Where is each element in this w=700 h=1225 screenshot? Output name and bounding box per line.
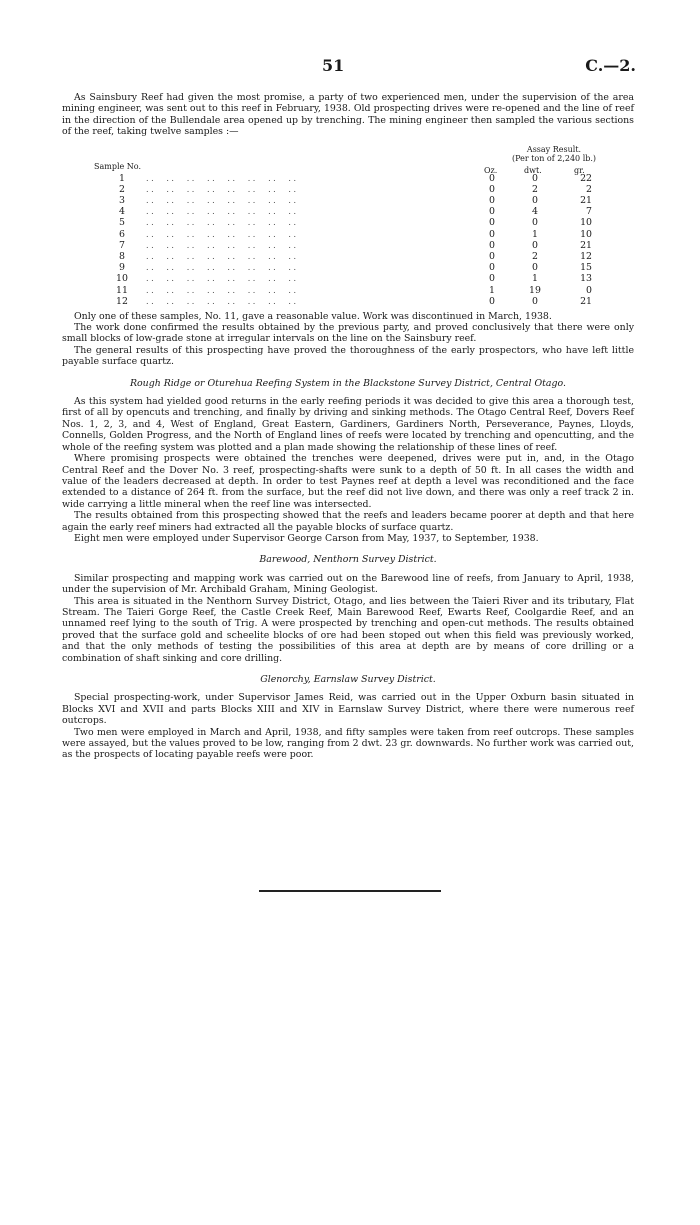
table-row [62, 195, 634, 206]
sample-number-cell: 11 [116, 284, 128, 296]
assay-table-header [474, 145, 634, 163]
sample-number-cell: 6 [119, 228, 125, 240]
table-row [62, 206, 634, 217]
gr-cell: 22 [580, 172, 592, 184]
dwt-cell: 1 [532, 228, 538, 240]
unit-dwt: dwt. [524, 165, 542, 175]
sample-number-cell: 9 [119, 262, 125, 274]
table-row [62, 240, 634, 251]
table-row [62, 262, 634, 273]
dot-leader: . . . . . . . . . . . . . . . . [146, 218, 297, 228]
assay-header: Assay Result. [526, 144, 582, 154]
gr-cell: 21 [580, 239, 592, 251]
sainsbury-paragraph-2: The work done confirmed the results obtained by the previous party, and proved conclusively that there were only small blocks of low-grade stone at irregular intervals on the line on the Sainsbury reef. [62, 322, 634, 345]
gr-cell: 0 [586, 284, 592, 296]
sample-number-cell: 3 [119, 195, 125, 206]
sample-number-cell: 10 [116, 273, 128, 285]
dot-leader: . . . . . . . . . . . . . . . . [146, 184, 297, 194]
gr-cell: 21 [580, 195, 592, 206]
page-code: C.—2. [585, 56, 636, 75]
assay-subheader: (Per ton of 2,240 lb.) [511, 153, 597, 163]
sample-number-cell: 4 [119, 206, 125, 218]
rough-ridge-paragraph-3: The results obtained from this prospecting showed that the reefs and leaders became poorer at depth and that here again the early reef miners had extracted all the payable blocks of surface quartz. [62, 510, 634, 533]
oz-cell: 0 [489, 250, 495, 262]
rough-ridge-paragraph-4: Eight men were employed under Supervisor George Carson from May, 1937, to September, 1938. [74, 532, 539, 544]
table-row [62, 217, 634, 228]
oz-cell: 0 [489, 262, 495, 274]
oz-cell: 0 [489, 295, 495, 307]
oz-cell: 0 [489, 273, 495, 285]
sainsbury-paragraph-1: Only one of these samples, No. 11, gave a reasonable value. Work was discontinued in March, 1938. [74, 310, 552, 322]
sample-number-cell: 2 [119, 183, 125, 195]
intro-paragraph: As Sainsbury Reef had given the most promise, a party of two experienced men, under the supervision of the area mining engineer, was sent out to this reef in February, 1938. Old prospecting drives were re-opened and the line of reef in the direction of the Bullendale area opened up by trenching. The mining engineer then sampled the various sections of the reef, taking twelve samples :— [62, 92, 634, 138]
oz-cell: 0 [489, 206, 495, 218]
section-divider-rule [259, 890, 441, 892]
sample-number-cell: 12 [116, 295, 128, 307]
rough-ridge-paragraph-1: As this system had yielded good returns in the early reefing periods it was decided to give this area a thorough test, first of all by opencuts and trenching, and finally by driving and sinking methods. The Otago Central Reef, Dovers Reef Nos. 1, 2, 3, and 4, West of England, Great Eastern, Gardiners, Gardiners North, Perseverance, Paynes, Lloyds, Connells, Golden Progress, and the North of England lines of reefs were located by trenching and opencutting, and the whole of the reefing system was plotted and a plan made showing the relationship of these lines of reef. [62, 396, 634, 453]
table-row [62, 251, 634, 262]
gr-cell: 10 [580, 217, 592, 229]
dot-leader: . . . . . . . . . . . . . . . . [146, 251, 297, 261]
table-row [62, 285, 634, 296]
dot-leader: . . . . . . . . . . . . . . . . [146, 207, 297, 217]
dwt-cell: 1 [532, 273, 538, 285]
table-row [62, 229, 634, 240]
dot-leader: . . . . . . . . . . . . . . . . [146, 196, 297, 205]
oz-cell: 0 [489, 183, 495, 195]
table-row [62, 173, 634, 184]
dot-leader: . . . . . . . . . . . . . . . . [146, 240, 297, 250]
page-body [62, 92, 634, 761]
dwt-cell: 0 [532, 262, 538, 274]
gr-cell: 7 [586, 206, 592, 218]
glenorchy-heading: Glenorchy, Earnslaw Survey District. [260, 674, 436, 685]
dot-leader: . . . . . . . . . . . . . . . . [146, 229, 297, 239]
oz-cell: 0 [489, 239, 495, 251]
gr-cell: 10 [580, 228, 592, 240]
gr-cell: 21 [580, 295, 592, 307]
oz-cell: 0 [489, 228, 495, 240]
rough-ridge-paragraph-2: Where promising prospects were obtained the trenches were deepened, drives were put in, and, in the Otago Central Reef and the Dover No. 3 reef, prospecting-shafts were sunk to a depth of 50 ft. In all cases the width and value of the leaders decreased at depth. In order to test Paynes reef at depth a level was reconditioned and the face extended to a distance of 264 ft. from the surface, but the reef did not live down, and there was only a reef track 2 in. wide carrying a little mineral when the reef line was intersected. [62, 453, 634, 510]
sample-number-cell: 1 [119, 172, 125, 184]
glenorchy-paragraph-2: Two men were employed in March and April, 1938, and fifty samples were taken from reef outcrops. These samples were assayed, but the values proved to be low, ranging from 2 dwt. 23 gr. downwards. No further work was carried out, as the prospects of locating payable reefs were poor. [62, 726, 634, 761]
dwt-cell: 0 [532, 295, 538, 307]
dwt-cell: 4 [532, 206, 538, 218]
assay-rows [62, 173, 634, 307]
oz-cell: 0 [489, 195, 495, 206]
dot-leader: . . . . . . . . . . . . . . . . [146, 296, 297, 306]
dot-leader: . . . . . . . . . . . . . . . . [146, 274, 297, 284]
dot-leader: . . . . . . . . . . . . . . . . [146, 285, 297, 295]
sample-number-cell: 8 [119, 250, 125, 262]
sample-column-header: Sample No. [94, 161, 142, 171]
page-header [0, 56, 700, 78]
gr-cell: 15 [580, 262, 592, 274]
dot-leader: . . . . . . . . . . . . . . . . [146, 263, 297, 273]
table-row [62, 273, 634, 284]
gr-cell: 13 [580, 273, 592, 285]
sample-number-cell: 5 [119, 217, 125, 229]
oz-cell: 0 [489, 217, 495, 229]
rough-ridge-heading: Rough Ridge or Oturehua Reefing System in the Blackstone Survey District, Central Otago. [129, 377, 566, 389]
page-number: 51 [322, 56, 345, 75]
unit-oz: Oz. [484, 165, 498, 175]
sample-number-cell: 7 [119, 239, 125, 251]
table-row [62, 296, 634, 307]
oz-cell: 1 [489, 284, 495, 296]
unit-gr: gr. [574, 165, 585, 175]
dwt-cell: 19 [529, 284, 541, 296]
gr-cell: 12 [580, 250, 592, 262]
sainsbury-paragraph-3: The general results of this prospecting have proved the thoroughness of the early prospectors, who have left little payable surface quartz. [62, 344, 634, 368]
dwt-cell: 0 [532, 172, 538, 184]
glenorchy-paragraph-1: Special prospecting-work, under Supervisor James Reid, was carried out in the Upper Oxburn basin situated in Blocks XVI and XVII and parts Blocks XIII and XIV in Earnslaw Survey District, where there were numerous reef outcrops. [62, 692, 634, 727]
barewood-paragraph-1: Similar prospecting and mapping work was carried out on the Barewood line of reefs, from January to April, 1938, under the supervision of Mr. Archibald Graham, Mining Geologist. [62, 572, 634, 596]
dwt-cell: 0 [532, 217, 538, 229]
barewood-paragraph-2: This area is situated in the Nenthorn Survey District, Otago, and lies between the Taieri River and its tributary, Flat Stream. The Taieri Gorge Reef, the Castle Creek Reef, Main Barewood Reef, Ewarts Reef, Coolgardie Reef, and an unnamed reef lying to the south of Trig. A were prospected by trenching and open-cut methods. The results obtained proved that the surface gold and scheelite blocks of ore had been stoped out when this field was previously worked, and that the only methods of testing the possibilities of this area at depth are by means of core drilling or a combination of shaft sinking and core drilling. [62, 595, 634, 664]
dot-leader: . . . . . . . . . . . . . . . . [146, 173, 297, 183]
barewood-heading: Barewood, Nenthorn Survey District. [259, 554, 437, 566]
dwt-cell: 2 [532, 183, 538, 195]
table-row [62, 184, 634, 195]
gr-cell: 2 [586, 183, 592, 195]
assay-table [62, 145, 634, 309]
dwt-cell: 0 [532, 195, 538, 206]
dwt-cell: 2 [532, 250, 538, 262]
dwt-cell: 0 [532, 239, 538, 251]
oz-cell: 0 [489, 172, 495, 184]
